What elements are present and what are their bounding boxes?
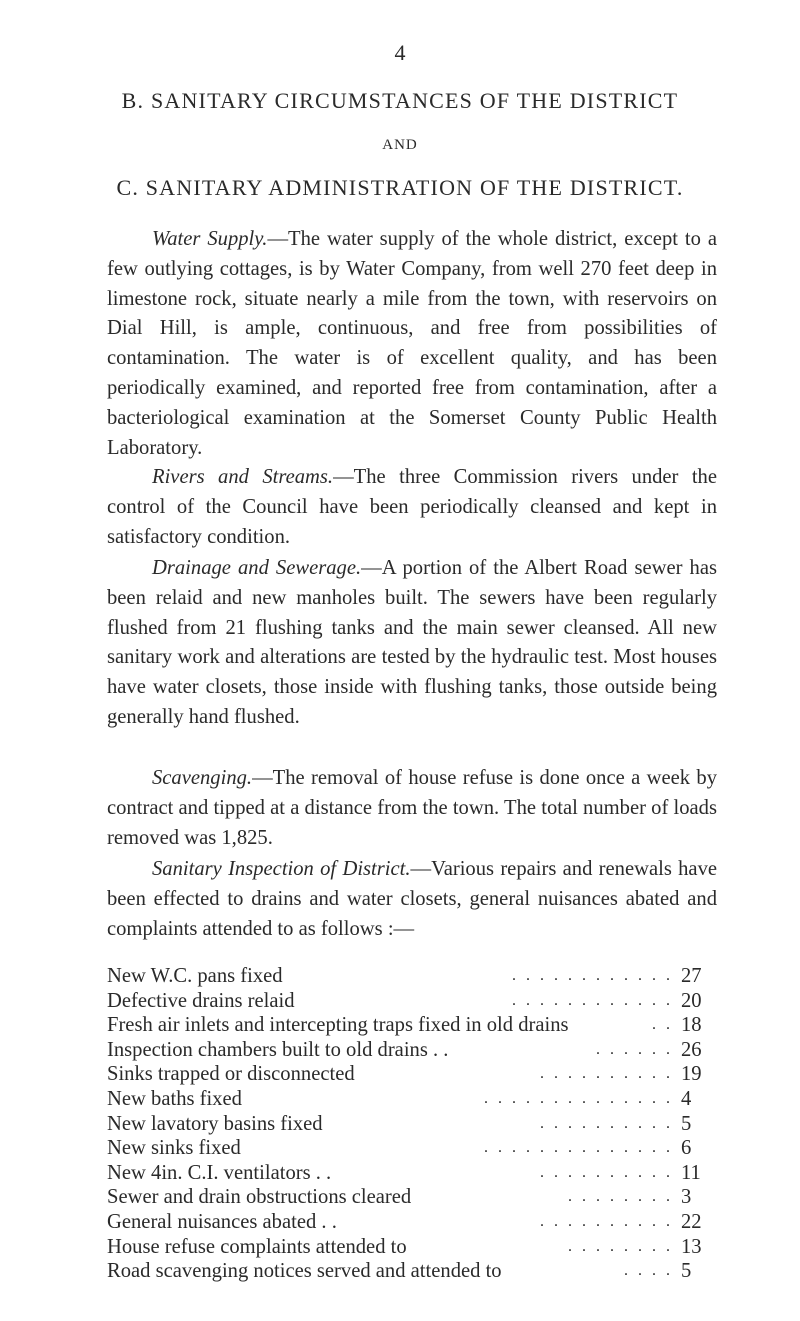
list-item <box>107 1259 717 1284</box>
item-label: New sinks fixed <box>107 1137 241 1160</box>
leader-dots: . . . . . . . . . . <box>540 1065 673 1083</box>
leader-dots: . . . . . . . . . . <box>540 1212 673 1230</box>
item-label: Sewer and drain obstructions cleared <box>107 1186 412 1209</box>
item-count: 3 <box>681 1186 692 1209</box>
item-count: 5 <box>681 1112 692 1135</box>
list-item <box>107 964 717 989</box>
section-title: Scavenging. <box>152 767 253 789</box>
leader-dots: . . . . . . . . . . <box>540 1114 673 1132</box>
list-item <box>107 1235 717 1260</box>
leader-dots: . . . . . . <box>596 1040 673 1058</box>
leader-dots: . . . . . . . . . . . . . . <box>484 1089 673 1107</box>
heading-sanitary-circumstances: B. SANITARY CIRCUMSTANCES OF THE DISTRICT <box>121 88 679 113</box>
item-label: New 4in. C.I. ventilators . . <box>107 1161 332 1184</box>
item-count: 11 <box>681 1161 701 1184</box>
item-label: Sinks trapped or disconnected <box>107 1063 355 1086</box>
item-count: 20 <box>681 989 702 1012</box>
list-item <box>107 1062 717 1087</box>
item-count: 27 <box>681 965 702 987</box>
item-label: House refuse complaints attended to <box>107 1235 407 1258</box>
section-text: —The removal of house refuse is done once a week by contract and tipped at a distance from the town. The total number of loads removed was 1,825. <box>107 767 717 849</box>
heading-sanitary-administration: C. SANITARY ADMINISTRATION OF THE DISTRICT. <box>116 175 684 200</box>
section-scavenging <box>107 764 717 853</box>
leader-dots: . . . . . . . . . . . . <box>512 967 673 984</box>
section-text: —A portion of the Albert Road sewer has been relaid and new manholes built. The sewers have been regularly flushed from 21 flushing tanks and the main sewer cleansed. All new sanitary work and alterations are tested by the hydraulic test. Most houses have water closets, those inside with flushing tanks, those outside being generally hand flushed. <box>107 557 718 728</box>
section-title: Rivers and Streams. <box>152 466 334 488</box>
section-text: —Various repairs and renewals have been effected to drains and water closets, general nuisances abated and complaints attended to as follows :— <box>107 858 718 940</box>
section-water-supply <box>107 225 717 463</box>
leader-dots: . . . . . . . . . . <box>540 1163 673 1181</box>
leader-dots: . . . . . . . . <box>568 1237 673 1255</box>
item-label: Defective drains relaid <box>107 989 295 1012</box>
section-title: Water Supply. <box>152 228 268 250</box>
leader-dots: . . . . . . . . <box>568 1188 673 1206</box>
item-label: Road scavenging notices served and attended to <box>107 1260 502 1283</box>
list-item <box>107 1038 717 1063</box>
item-count: 26 <box>681 1038 702 1061</box>
leader-dots: . . . . <box>624 1262 673 1280</box>
page-number: 4 <box>394 40 406 65</box>
list-item <box>107 1087 717 1112</box>
item-label: General nuisances abated . . <box>107 1210 337 1233</box>
item-count: 5 <box>681 1260 692 1283</box>
item-label: New W.C. pans fixed <box>107 965 283 987</box>
item-count: 13 <box>681 1235 702 1258</box>
leader-dots: . . . . . . . . . . . . . . <box>484 1139 673 1157</box>
item-count: 18 <box>681 1014 702 1037</box>
item-label: New lavatory basins fixed <box>107 1112 323 1135</box>
item-count: 4 <box>681 1087 692 1110</box>
leader-dots: . . <box>652 1016 673 1034</box>
section-rivers-streams <box>107 463 717 552</box>
leader-dots: . . . . . . . . . . . . <box>512 991 673 1009</box>
list-item <box>107 1185 717 1210</box>
list-item <box>107 1161 717 1186</box>
section-drainage-sewerage <box>107 554 717 733</box>
item-count: 22 <box>681 1210 702 1233</box>
heading-and: AND <box>382 137 418 153</box>
item-count: 6 <box>681 1137 692 1160</box>
section-title: Drainage and Sewerage. <box>152 557 362 579</box>
inspection-items-list <box>107 964 717 1284</box>
section-text: —The water supply of the whole district, except to a few outlying cottages, is by Water Company, from well 270 feet deep in limestone rock, situate nearly a mile from the town, with reservoirs on Dial Hill, is ample, continuous, and free from possibilities of contamination. The water is of excellent quality, and has been periodically examined, and reported free from contamination, after a bacteriological examination at the Somerset County Public Health Laboratory. <box>107 228 717 459</box>
list-item <box>107 1013 717 1038</box>
section-sanitary-inspection <box>107 855 717 944</box>
section-text: —The three Commission rivers under the control of the Council have been periodically cleansed and kept in satisfactory condition. <box>107 466 717 548</box>
item-label: New baths fixed <box>107 1087 242 1110</box>
list-item <box>107 1136 717 1161</box>
section-title: Sanitary Inspection of District. <box>152 858 411 880</box>
list-item <box>107 1210 717 1235</box>
item-label: Inspection chambers built to old drains . . <box>107 1038 449 1061</box>
list-item <box>107 989 717 1014</box>
item-label: Fresh air inlets and intercepting traps fixed in old drains <box>107 1014 569 1037</box>
list-item <box>107 1112 717 1137</box>
item-count: 19 <box>681 1063 702 1086</box>
